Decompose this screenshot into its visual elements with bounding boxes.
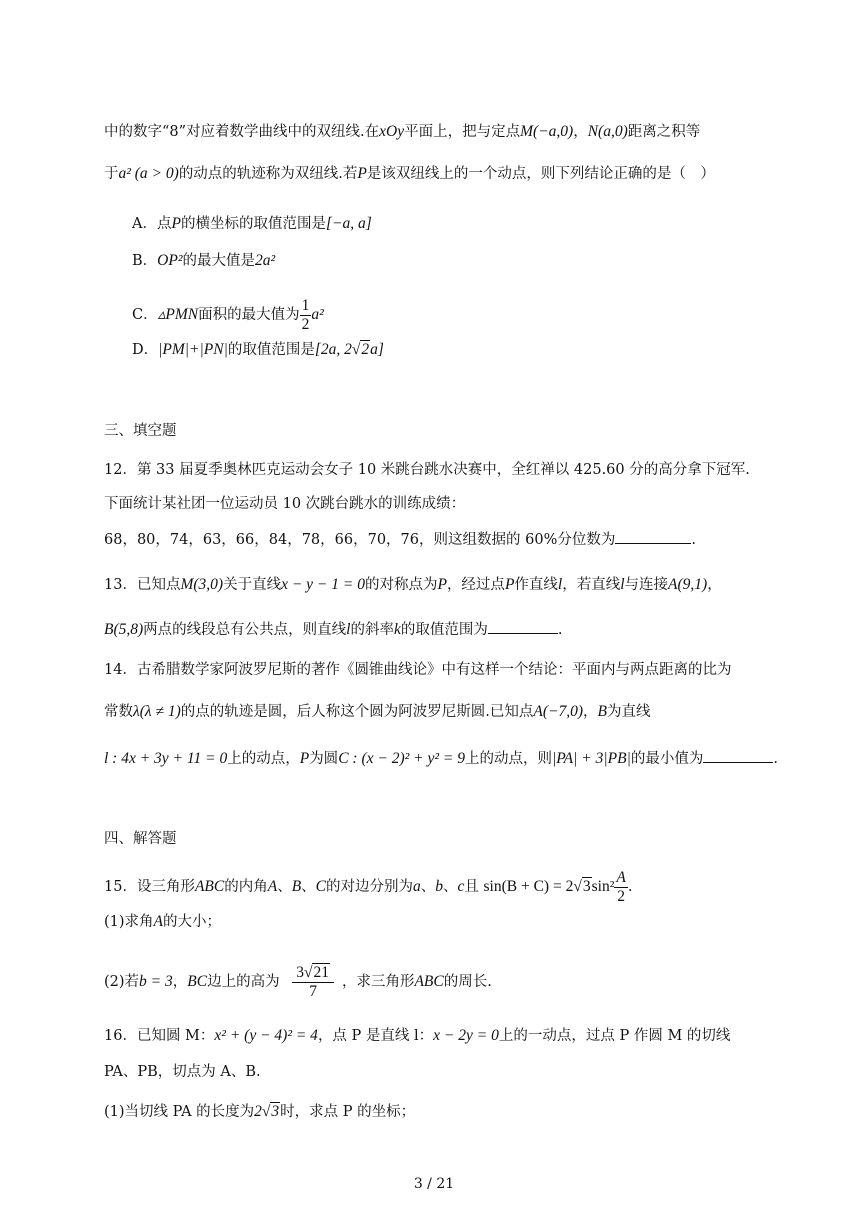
q11-line1 xyxy=(104,122,700,142)
math-point-n: N(a,0) xyxy=(587,123,628,140)
text: 距离之积等 xyxy=(627,124,701,140)
math-p: P xyxy=(171,215,181,232)
q16-part1: (1)当切线 PA 的长度为2√3时，求点 P 的坐标； xyxy=(104,1103,416,1120)
math-point-a: A(−7,0) xyxy=(533,703,584,720)
q16-line1 xyxy=(104,1026,730,1046)
text: A．点 xyxy=(132,216,172,232)
fraction-a-over-2 xyxy=(614,869,627,906)
math-l: l xyxy=(557,576,563,593)
text: C． xyxy=(132,307,158,323)
math-pm-plus-pn: |PM|+|PN| xyxy=(158,341,228,358)
text: 的横坐标的取值范围是 xyxy=(180,216,326,232)
text: . xyxy=(557,622,563,638)
text: 上的动点， xyxy=(227,751,300,767)
text: . xyxy=(773,751,778,767)
math-point-a: A(9,1) xyxy=(668,576,708,593)
q14-line3 xyxy=(104,748,778,769)
fraction-height: $\frac{3√21}{7}$ xyxy=(292,964,334,1001)
math-b: B xyxy=(291,878,302,895)
math-sqrt-3: 3 xyxy=(271,1103,280,1120)
text: 15．设三角形 xyxy=(104,879,195,895)
math-side-a: a xyxy=(413,878,421,895)
text: 16．已知圆 M： xyxy=(104,1028,215,1044)
math-p: P xyxy=(437,576,447,593)
q14-line1: 14．古希腊数学家阿波罗尼斯的著作《圆锥曲线论》中有这样一个结论：平面内与两点距离的比为 xyxy=(104,662,732,678)
q11-line2 xyxy=(104,164,715,184)
text: 的取值范围是 xyxy=(227,342,315,358)
numerator: 1 xyxy=(301,296,310,314)
text: 的内角 xyxy=(224,879,268,895)
text: 上的动点，则 xyxy=(464,751,552,767)
math-l: l xyxy=(346,621,351,638)
fraction-one-half xyxy=(300,297,312,334)
text: (1)当切线 PA 的长度为 xyxy=(104,1104,255,1120)
text: 于 xyxy=(104,166,119,182)
math-2a-squared: 2a² xyxy=(254,252,276,269)
text: 、 xyxy=(443,879,458,895)
numerator-sqrt-21: 21 xyxy=(313,963,329,981)
math-circle-m: x² + (y − 4)² = 4 xyxy=(214,1027,318,1044)
math-op-squared: OP² xyxy=(157,252,183,269)
text: ，若直线 xyxy=(562,577,621,593)
math-side-c: c xyxy=(457,878,465,895)
text: ，经过点 xyxy=(446,577,505,593)
text: D． xyxy=(132,342,159,358)
math-expression: |PA| + 3|PB| xyxy=(551,750,631,767)
text: 13．已知点 xyxy=(104,577,181,593)
math-lambda: λ(λ ≠ 1) xyxy=(133,703,181,720)
text: 常数 xyxy=(104,704,133,720)
math-triangle-pmn: ▵PMN xyxy=(157,306,199,323)
math-abc: ABC xyxy=(414,973,444,990)
text: 的大小； xyxy=(163,914,222,930)
text: 的周长. xyxy=(443,974,492,990)
text: 是该双纽线上的一个动点，则下列结论正确的是（ ） xyxy=(366,166,715,182)
text: . xyxy=(691,532,696,548)
text: ， xyxy=(583,704,598,720)
text: 关于直线 xyxy=(223,577,282,593)
math-k: k xyxy=(393,621,401,638)
q15-part2 xyxy=(104,952,492,1012)
text: 为直线 xyxy=(606,704,651,720)
text: 平面上，把与定点 xyxy=(404,124,521,140)
answer-blank[interactable] xyxy=(615,529,691,544)
math-point-m: M(−a,0) xyxy=(520,123,574,140)
text: 、 xyxy=(277,879,292,895)
text: 的对边分别为 xyxy=(326,879,414,895)
math-b-equals-3: b = 3 xyxy=(139,973,173,990)
text: 中的数字“8”对应着数学曲线中的双纽线.在 xyxy=(104,124,380,140)
answer-blank[interactable] xyxy=(703,748,773,763)
text: 上的一动点，过点 P 作圆 M 的切线 xyxy=(498,1028,731,1044)
q11-option-a xyxy=(132,214,372,234)
math-sqrt-2: 2 xyxy=(361,341,370,358)
q12-line3 xyxy=(104,529,696,550)
q11-option-d: D．|PM|+|PN|的取值范围是[2a, 2√2a] xyxy=(132,341,384,358)
text: 的斜率 xyxy=(350,622,394,638)
math-a: A xyxy=(153,913,164,930)
q15-line1: 15．设三角形ABC的内角A、B、C的对边分别为a、b、c且 sin(B + C) = 2√3sin² $\frac{A}{2}$ . xyxy=(104,868,633,905)
math-interval-start: [2a, 2 xyxy=(314,341,352,358)
math-p: P xyxy=(357,165,367,182)
q11-option-c xyxy=(132,294,324,336)
q12-line2: 下面统计某社团一位运动员 10 次跳台跳水的训练成绩： xyxy=(104,496,466,512)
denominator: 7 xyxy=(309,982,317,1000)
q14-line2 xyxy=(104,702,650,722)
text: . xyxy=(627,879,633,895)
math-abc: ABC xyxy=(194,878,225,895)
text: 的点的轨迹是圆，后人称这个圆为阿波罗尼斯圆.已知点 xyxy=(180,704,534,720)
math-b: B xyxy=(597,703,607,720)
q13-line2 xyxy=(104,619,562,640)
math-p: P xyxy=(299,750,310,767)
math-line-l: x − 2y = 0 xyxy=(433,1027,499,1044)
answer-blank[interactable] xyxy=(488,619,558,634)
math-point-m: M(3,0) xyxy=(180,576,224,593)
text: 为圆 xyxy=(309,751,339,767)
math-sin-squared: sin² xyxy=(591,878,615,895)
text: 与连接 xyxy=(624,577,669,593)
math-interval: [−a, a] xyxy=(325,215,372,232)
math-point-b: B(5,8) xyxy=(104,621,144,638)
text: 的动点的轨迹称为双纽线.若 xyxy=(178,166,358,182)
math-circle-c: C : (x − 2)² + y² = 9 xyxy=(338,750,465,767)
numerator-coefficient: 3 xyxy=(296,963,304,981)
text: 时，求点 P 的坐标； xyxy=(280,1104,416,1120)
section-heading-solutions: 四、解答题 xyxy=(104,831,177,847)
math-bc: BC xyxy=(187,973,208,990)
text: B． xyxy=(132,253,158,269)
numerator: A xyxy=(616,868,626,886)
math-line-equation: x − y − 1 = 0 xyxy=(281,576,365,593)
math-l: l xyxy=(620,576,625,593)
text: 作直线 xyxy=(514,577,558,593)
text: 、 xyxy=(301,879,316,895)
math-a-squared: a² xyxy=(311,306,324,323)
text: ， xyxy=(707,577,722,593)
text: 且 xyxy=(464,879,479,895)
text: 的对称点为 xyxy=(364,577,438,593)
section-heading-fill-blank: 三、填空题 xyxy=(104,423,177,439)
text: 68，80，74，63，66，84，78，66，70，76，则这组数据的 60%分位数为 xyxy=(104,532,616,548)
q13-line1 xyxy=(104,575,722,595)
text: 边上的高为 xyxy=(207,974,280,990)
q12-line1: 12．第 33 届夏季奥林匹克运动会女子 10 米跳台跳水决赛中，全红禅以 425.60 分的高分拿下冠军. xyxy=(104,462,750,478)
q16-line2: PA、PB，切点为 A、B. xyxy=(104,1064,261,1080)
math-p: P xyxy=(504,576,515,593)
q11-option-b xyxy=(132,251,275,271)
text: ， xyxy=(573,124,588,140)
text: 面积的最大值为 xyxy=(198,307,300,323)
denominator: 2 xyxy=(301,315,310,333)
text: 的最小值为 xyxy=(630,751,704,767)
text: 两点的线段总有公共点，则直线 xyxy=(143,622,347,638)
text: 、 xyxy=(420,879,436,895)
math-eq-left: sin(B + C) = 2 xyxy=(483,878,574,895)
text: ，求三角形 xyxy=(341,974,415,990)
math-side-b: b xyxy=(435,878,444,895)
text: 的取值范围为 xyxy=(400,622,488,638)
math-sqrt-3: 3 xyxy=(582,878,591,895)
math-xoy: xOy xyxy=(379,123,405,140)
math-interval-end: a] xyxy=(370,341,384,358)
text: (2)若 xyxy=(104,974,140,990)
math-c: C xyxy=(315,878,327,895)
q15-part1 xyxy=(104,912,221,932)
text: ，点 P 是直线 l： xyxy=(317,1028,434,1044)
text: 的最大值是 xyxy=(182,253,255,269)
math-a-squared: a² (a > 0) xyxy=(118,165,179,182)
page-number: 3 / 21 xyxy=(413,1176,455,1192)
text: (1)求角 xyxy=(104,914,154,930)
math-a: A xyxy=(267,878,278,895)
math-coefficient: 2 xyxy=(254,1103,262,1120)
text: ， xyxy=(172,974,188,990)
denominator: 2 xyxy=(617,887,625,905)
math-line-l: l : 4x + 3y + 11 = 0 xyxy=(104,750,228,767)
